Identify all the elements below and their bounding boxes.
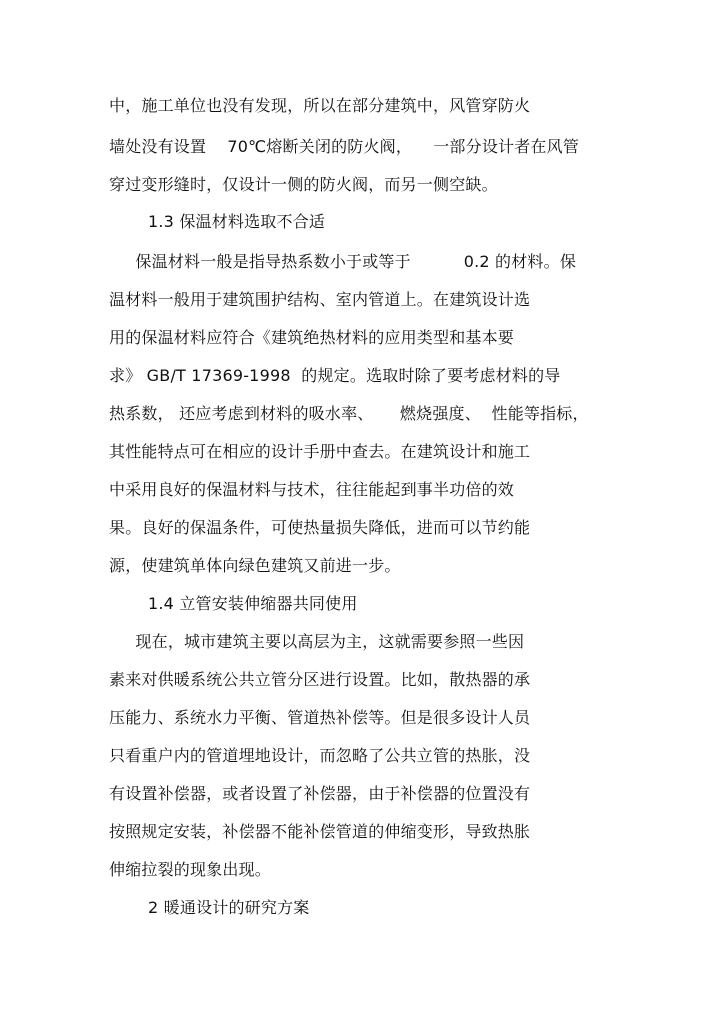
text-line: 现在，城市建筑主要以高层为主，这就需要参照一些因 (109, 632, 525, 651)
section-heading-1-4: 1.4 立管安装伸缩器共同使用 (148, 594, 358, 613)
text-line: 热系数， 还应考虑到材料的吸水率、 燃烧强度、 性能等指标， (109, 404, 589, 423)
section-heading-1-3: 1.3 保温材料选取不合适 (148, 212, 326, 231)
text-line: 素来对供暖系统公共立管分区进行设置。比如，散热器的承 (109, 670, 531, 689)
text-line: 只看重户内的管道埋地设计，而忽略了公共立管的热胀，没 (109, 746, 531, 765)
text-line: 伸缩拉裂的现象出现。 (109, 860, 272, 879)
text-line: 其性能特点可在相应的设计手册中查去。在建筑设计和施工 (109, 442, 531, 461)
text-line: 温材料一般用于建筑围护结构、室内管道上。在建筑设计选 (109, 290, 531, 309)
text-line: 源，使建筑单体向绿色建筑又前进一步。 (109, 556, 401, 575)
text-line: 按照规定安装，补偿器不能补偿管道的伸缩变形，导致热胀 (109, 822, 531, 841)
section-heading-2: 2 暖通设计的研究方案 (148, 898, 310, 917)
text-line: 墙处没有设置 70℃熔断关闭的防火阀， 一部分设计者在风管 (109, 137, 580, 156)
text-line: 压能力、系统水力平衡、管道热补偿等。但是很多设计人员 (109, 708, 531, 727)
text-line: 求》 GB/T 17369-1998 的规定。选取时除了要考虑材料的导 (109, 366, 561, 385)
text-line: 用的保温材料应符合《建筑绝热材料的应用类型和基本要 (109, 328, 515, 347)
text-line: 有设置补偿器，或者设置了补偿器，由于补偿器的位置没有 (109, 784, 531, 803)
text-line: 保温材料一般是指导热系数小于或等于 0.2 的材料。保 (109, 252, 577, 271)
text-line: 中采用良好的保温材料与技术，往往能起到事半功倍的效 (109, 480, 515, 499)
text-line: 果。良好的保温条件，可使热量损失降低，进而可以节约能 (109, 518, 531, 537)
text-line: 穿过变形缝时，仅设计一侧的防火阀，而另一侧空缺。 (109, 175, 498, 194)
text-line: 中，施工单位也没有发现，所以在部分建筑中，风管穿防火 (109, 96, 531, 115)
